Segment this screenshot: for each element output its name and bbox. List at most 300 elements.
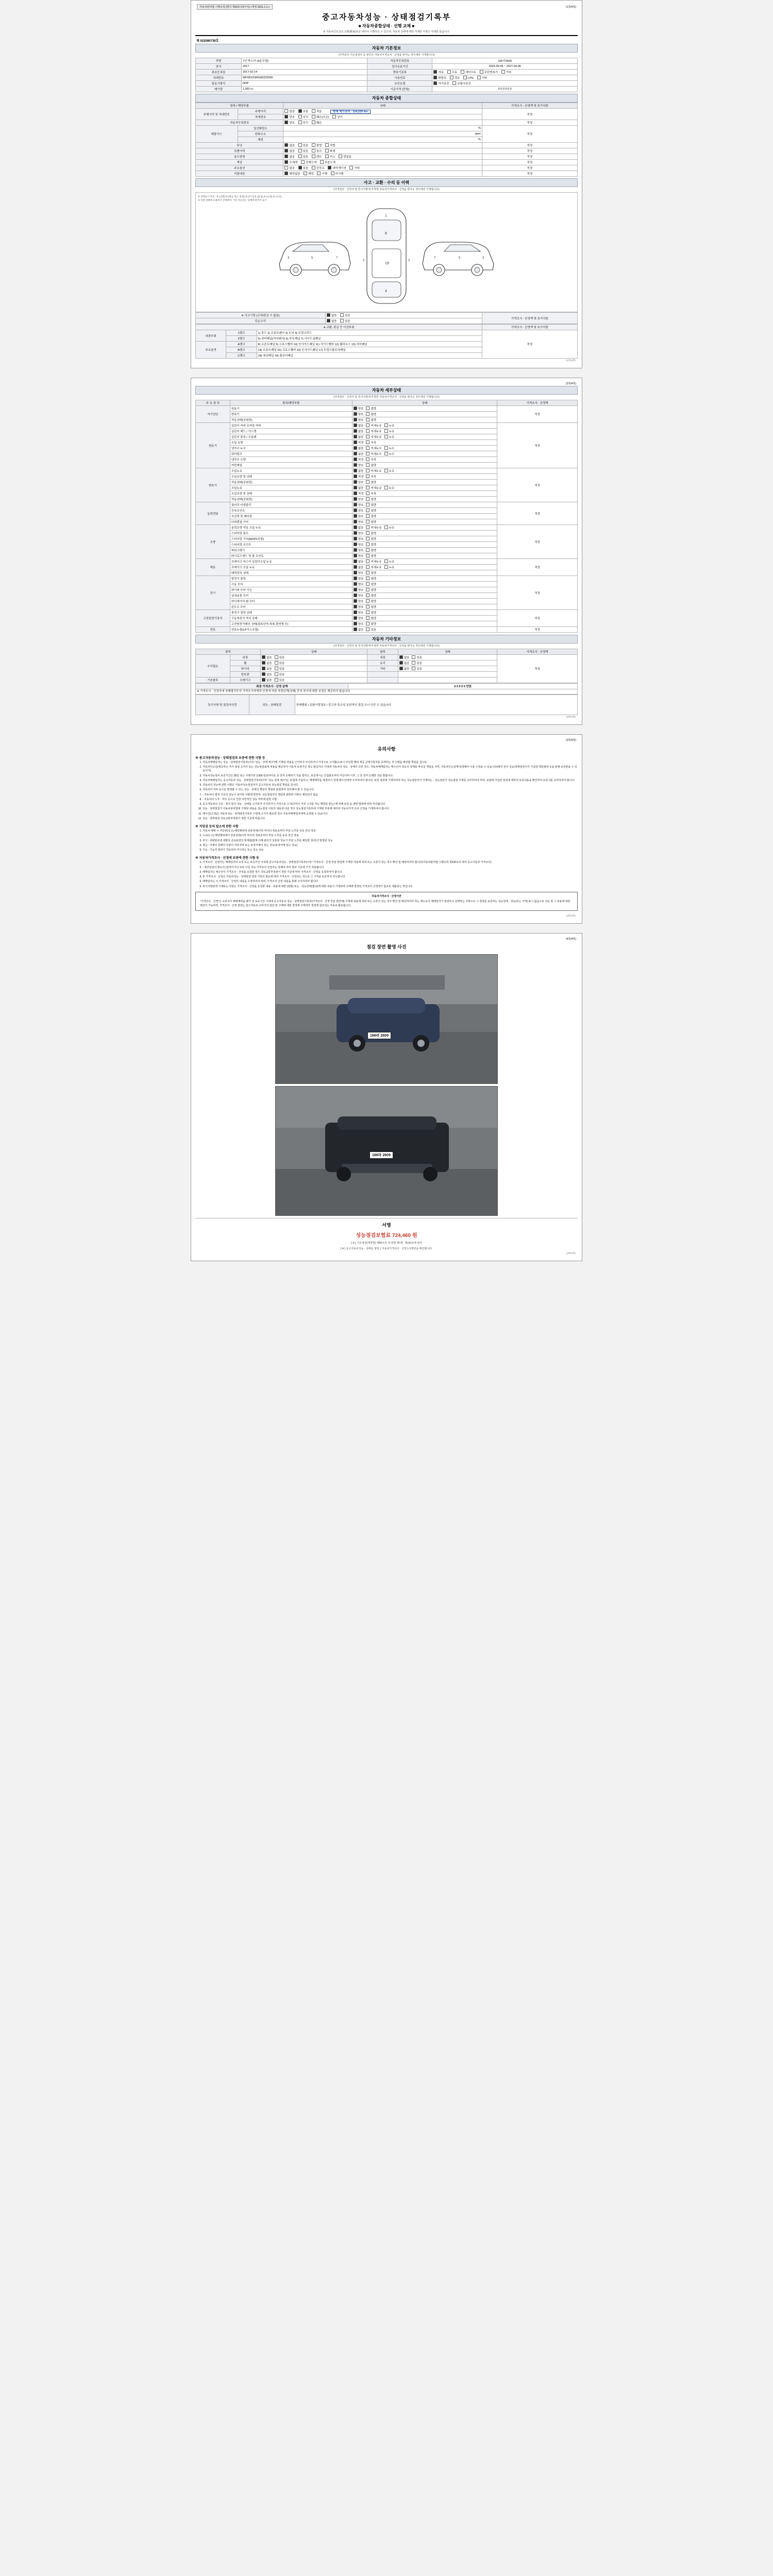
detail-opt[interactable]: 누유 [384, 435, 395, 439]
etc-opt2[interactable]: 있음 [412, 661, 422, 665]
detail-opt[interactable]: 불량 [366, 406, 376, 411]
overall-state-color [283, 160, 482, 165]
transmission-opt-cvt[interactable]: 무단변속기 [480, 70, 498, 74]
section-basic-title: 자동차 기본정보 [195, 44, 578, 53]
detail-opt[interactable]: 불량 [366, 594, 376, 598]
detail-item: 변속기 [230, 412, 352, 417]
etc-col-state: 상태 [260, 649, 367, 655]
detail-state [352, 536, 497, 542]
detail-opt[interactable]: 누수 [384, 452, 395, 456]
overall-state-history [283, 148, 482, 154]
license-plate-2: 166라 2609 [369, 1151, 393, 1159]
diagram-legend-2: ※ 차량 상태에 응용하기 간략하며, 기타 자동차는 상태에 맞추어 표시 [198, 199, 267, 201]
etc-opt2[interactable]: 없음 [399, 655, 410, 659]
detail-opt[interactable]: 누유 [384, 469, 395, 473]
detail-opt[interactable]: 양호 [354, 548, 364, 552]
detail-opt[interactable]: 양호 [354, 406, 364, 411]
section-overall-title: 자동차 종합상태 [195, 94, 578, 103]
detail-opt[interactable]: 불량 [366, 582, 376, 586]
detail-state [352, 491, 497, 497]
etc-item2 [367, 677, 398, 683]
fuel-opt-diesel[interactable]: 경유 [450, 76, 460, 80]
photo-1-svg [276, 955, 497, 1083]
etc-state2 [398, 655, 497, 660]
rank-c-parts: 18) 대쉬패널 19) 플로어패널 [257, 353, 482, 359]
etc-state [260, 660, 367, 666]
table-row [196, 64, 578, 70]
options-opt-none[interactable]: 없음 [284, 166, 295, 170]
detail-opt[interactable]: 적정 [354, 492, 364, 496]
detail-opt[interactable]: 누수 [384, 446, 395, 450]
total-table [195, 683, 578, 694]
detail-group-0: 자기진단 [196, 406, 230, 423]
detail-opt[interactable]: 불량 [366, 418, 376, 422]
accident-history-table [195, 312, 578, 324]
rank-c: C랭크 [226, 353, 257, 359]
overall-note-usage: 적정 [482, 154, 577, 160]
fuel-opt-gasoline[interactable]: 휘발유 [433, 76, 446, 80]
detail-item: 워터펌프 [230, 451, 352, 457]
detail-opt[interactable]: 양호 [354, 520, 364, 524]
table-row [196, 75, 578, 81]
etc-item: 브레이크 [230, 677, 260, 683]
detail-note: 적정 [497, 468, 578, 502]
detail-opt[interactable]: 불량 [366, 554, 376, 558]
color-opt-partial[interactable]: 부분도색 [320, 160, 335, 164]
history-opt-none[interactable]: 없음 [284, 149, 295, 153]
table-row [196, 627, 578, 633]
inspection-fee-label: 성능점검보험료 [356, 1233, 391, 1239]
etc-opt2[interactable]: 없음 [399, 667, 410, 671]
notice-item: 5. 기능 : 기능의 절차가 작동되지 아니하는 또는 있는 성능 [203, 849, 578, 852]
warranty-opt-insurer[interactable]: 보험사보증 [452, 81, 471, 86]
definition-box-text: "가격조사 · 산정"은 소비자가 매매계약을 맺기 전 보증기간 이내에 중고자동차 성능 · 상태점검기록부(가격조사 · 산정 부분 한란에) 기재에 내용에 허위 또는 오류가 있는 경우 확인 및 배상하여야 하는 제도로서 매매업자가 점검하고 선택하는 사항으로 그 결과를 보증하는 성능상태 · 성능(또는 가격) 표시 없음으로 성능 및 그 내용에 대한 배상이 가능하며, 가격조사 · 산정 결과는 참고자료로 소비자의 판단 및 구매에 대한 결정에 구매여부 결정에 참조되는 자료로 활용됩니다. [200, 900, 570, 907]
detail-group-5: 제동 [196, 559, 230, 576]
simple-repair-state [325, 318, 482, 324]
mileage-opt-normal[interactable]: 보통 [298, 109, 309, 113]
detail-item: 파워크랭크 [230, 548, 352, 553]
etc-state2 [398, 660, 497, 666]
overall-state-hc: ppm [283, 131, 482, 137]
diagram-legend-1: ※ 상태표시 부호 : ※ (교환) ※ (판금 또는 용접) ※ (부식) ※ (흠집) ※ (요철) ※ (손상) [198, 195, 282, 198]
document-title: 중고자동차성능 · 상태점검기록부 [322, 13, 451, 22]
detail-item: 스티어링 조인트 [230, 542, 352, 548]
etc-state2 [398, 677, 497, 683]
detail-opt[interactable]: 없음 [354, 565, 364, 569]
usage-opt-biz[interactable]: 영업용 [339, 155, 351, 159]
detail-item: 오일 유량 [230, 440, 352, 446]
detail-opt[interactable]: 양호 [354, 599, 364, 603]
detail-opt[interactable]: 미세누유 [366, 435, 381, 439]
detail-state [352, 553, 497, 559]
detail-opt[interactable]: 불량 [366, 412, 376, 416]
options-opt-yes[interactable]: 있음 [298, 166, 309, 170]
detail-opt[interactable]: 미세누유 [366, 423, 381, 428]
detail-item: 라디에이터 팬 모터 [230, 599, 352, 604]
recall-opt-na[interactable]: 해당없음 [284, 172, 300, 176]
detail-opt[interactable]: 없음 [354, 452, 364, 456]
detail-item: 작동상태(공회전) [230, 417, 352, 423]
plate-opt-ok[interactable]: 양호 [284, 121, 295, 125]
etc-col-item2: 항목 [367, 649, 398, 655]
accident-opt-none[interactable]: 없음 [327, 313, 337, 317]
detail-opt[interactable]: 양호 [354, 537, 364, 541]
detail-state [352, 610, 497, 616]
accident-opt-yes[interactable]: 있음 [340, 313, 350, 317]
table-row [196, 576, 578, 582]
detail-opt[interactable]: 양호 [354, 582, 364, 586]
overall-label-recall: 리콜대상 [196, 171, 283, 177]
detail-group-6: 전기 [196, 576, 230, 610]
plate-opt-rust[interactable]: 부식 [298, 121, 309, 125]
detail-opt[interactable]: 적정 [354, 440, 364, 445]
detail-opt[interactable]: 불량 [366, 616, 376, 620]
rank-1-parts: 1) 후드 2) 프론트팬더 3) 도어 4) 트렁크리드 [257, 330, 482, 336]
detail-item: 발전기 출력 [230, 576, 352, 582]
transmission-opt-semi[interactable]: 세미오토 [461, 70, 476, 74]
detail-opt[interactable]: 불량 [366, 605, 376, 609]
detail-note: 적정 [497, 559, 578, 576]
detail-group-1: 원동기 [196, 423, 230, 468]
accident-history-label: ※ 사고이력 (교차/판금 수 없음) [196, 313, 326, 318]
plate-opt-damage[interactable]: 훼손 [312, 121, 322, 125]
detail-opt[interactable]: 없음 [354, 628, 364, 632]
detail-opt[interactable]: 양호 [354, 588, 364, 592]
table-row [196, 126, 578, 131]
detail-opt[interactable]: 양호 [354, 577, 364, 581]
page-number-3: (3쪽/4쪽) [566, 738, 576, 742]
rank-b-parts: 14) 프론트패널 15) 크로스멤버 16) 인사이드패널 17) 트렁크플로어패널 [257, 347, 482, 353]
detail-item: 오일유량 및 상태 [230, 474, 352, 480]
table-row [196, 406, 578, 412]
detail-opt[interactable]: 양호 [354, 503, 364, 507]
transmission-opt-manual[interactable]: 수동 [447, 70, 458, 74]
tuning-opt-yes[interactable]: 있음 [298, 143, 309, 147]
basic-info-table [195, 58, 578, 92]
detail-item: 추진축 및 베어링 [230, 514, 352, 519]
detail-opt[interactable]: 불량 [366, 548, 376, 552]
detail-opt[interactable]: 누유 [384, 560, 395, 564]
table-row [196, 502, 578, 508]
detail-item: 실린더 블록 / 오일팬 [230, 434, 352, 440]
warranty-opt-self[interactable]: 자가보증 [433, 81, 449, 86]
etc-item: 외장 [230, 655, 260, 660]
detail-opt[interactable]: 없음 [354, 435, 364, 439]
label-transmission: 변속기종류 [367, 70, 432, 75]
value-reg-no: 166가2609 [432, 58, 578, 64]
detail-opt[interactable]: 불량 [366, 537, 376, 541]
detail-opt[interactable]: 없음 [354, 560, 364, 564]
notice-item: 3. 자동차성능검사 보증기간은 30일 또는 주행거리 2,000 킬로미터로 중 먼저 도래하기 것을 말하고, 보증개시는 간접물로부터 이당이며 이후, 그 중 먼저 도래한 것을 말합니다. [203, 774, 578, 778]
page-number-4: (4쪽/4쪽) [566, 938, 576, 941]
detail-opt[interactable]: 양호 [354, 412, 364, 416]
detail-opt[interactable]: 미세누유 [366, 560, 381, 564]
etc-opt2[interactable]: 있음 [412, 667, 422, 671]
etc-opt[interactable]: 없음 [262, 661, 272, 665]
overall-note-mileage: 적정 [482, 109, 577, 120]
overall-label-mileage: 주행거리 및 차대번호 [196, 109, 238, 120]
detail-state [352, 525, 497, 531]
usage-opt-none[interactable]: 없음 [284, 155, 295, 159]
detail-opt[interactable]: 누유 [384, 486, 395, 490]
options-opt-etc[interactable]: 기타 [349, 166, 360, 170]
notice-section-3: ※ 자동차가격조사 · 산정에 보증에 관한 사항 등 [195, 857, 259, 860]
detail-opt[interactable]: 부족 [366, 474, 376, 479]
overall-state-usage [283, 154, 482, 160]
table-row [196, 313, 578, 318]
photo-section-title: 점검 장면 촬영 사진 [366, 944, 407, 950]
recall-opt-done[interactable]: 이행 [317, 172, 327, 176]
options-opt-sunroof[interactable]: 선루프 [312, 166, 325, 170]
detail-opt[interactable]: 불량 [366, 503, 376, 507]
detail-opt[interactable]: 양호 [354, 622, 364, 626]
etc-opt[interactable]: 있음 [275, 678, 285, 682]
page-footer-2: (2쪽/4쪽) [566, 715, 576, 718]
usage-opt-yes[interactable]: 있음 [298, 155, 309, 159]
detail-opt[interactable]: 양호 [354, 594, 364, 598]
usage-opt-rent[interactable]: 렌트 [312, 155, 322, 159]
detail-state [352, 570, 497, 576]
detail-opt[interactable]: 누유 [384, 423, 395, 428]
detail-item: 클러치 어셈블리 [230, 502, 352, 508]
etc-opt[interactable]: 있음 [275, 655, 285, 659]
detail-opt[interactable]: 적정 [354, 457, 364, 462]
detail-opt[interactable]: 부족 [366, 492, 376, 496]
detail-state [352, 446, 497, 451]
fuel-opt-etc[interactable]: 기타 [477, 76, 488, 80]
detail-opt[interactable]: 미세누유 [366, 486, 381, 490]
etc-opt[interactable]: 있음 [275, 661, 285, 665]
value-first-reg: 2017-02-14 [241, 70, 367, 75]
page-footer-4: (4쪽/4쪽) [566, 1252, 576, 1255]
mileage-opt-high[interactable]: 많음 [284, 109, 295, 113]
table-row [196, 165, 578, 171]
detail-opt[interactable]: 양호 [354, 509, 364, 513]
overall-state-vin [283, 114, 482, 120]
value-fuel [432, 75, 578, 81]
detail-opt[interactable]: 불량 [366, 520, 376, 524]
table-row [196, 610, 578, 616]
etc-state2 [398, 672, 497, 677]
detail-opt[interactable]: 미세누유 [366, 565, 381, 569]
vin-opt-ok[interactable]: 양호 [284, 115, 295, 119]
recall-opt-yes[interactable]: 해당 [304, 172, 314, 176]
overall-state-smoke: % [283, 137, 482, 143]
etc-opt2[interactable]: 없음 [399, 661, 410, 665]
etc-opt[interactable]: 없음 [262, 655, 272, 659]
overall-state-options [283, 165, 482, 171]
options-opt-nav[interactable]: 내비게이션 [328, 166, 346, 170]
detail-opt[interactable]: 없음 [354, 446, 364, 450]
detail-state [352, 508, 497, 514]
detail-opt[interactable]: 불량 [366, 571, 376, 575]
svg-text:3: 3 [482, 257, 484, 260]
svg-text:1: 1 [385, 214, 387, 218]
tuning-opt-legal[interactable]: 적법 [325, 143, 335, 147]
vin-opt-damage[interactable]: 훼손(오손) [312, 115, 329, 119]
detail-opt[interactable]: 양호 [354, 543, 364, 547]
detail-opt[interactable]: 양호 [354, 571, 364, 575]
overall-label-plate: 자동차등록번호 [196, 120, 283, 126]
damage-diagram [195, 192, 578, 312]
detail-opt[interactable]: 불량 [366, 463, 376, 467]
detail-opt[interactable]: 불량 [366, 611, 376, 615]
detail-opt[interactable]: 있음 [366, 628, 376, 632]
label-reg-no: 자동차등록번호 [367, 58, 432, 64]
detail-opt[interactable]: 양호 [354, 480, 364, 484]
detail-opt[interactable]: 불량 [366, 531, 376, 535]
inspection-fee-value: 724,460 원 [392, 1233, 417, 1239]
inspection-fee [195, 1229, 578, 1240]
car-view-left [275, 228, 352, 284]
detail-opt[interactable]: 불량 [366, 599, 376, 603]
detail-opt[interactable]: 누유 [384, 526, 395, 530]
value-inspect-period: 2025-09-06 ~ 2027-09-05 [432, 64, 578, 70]
special-sub: 성능 · 상태점검 [249, 694, 295, 715]
notice-item: 3. 부식 : 차량번호에 대항의 금속표면의 현재화(화재 다해 관리가 상술된 성능가 부담 노후를 해당한 검사)가 발생된 성능 [203, 839, 578, 843]
svg-text:2: 2 [363, 259, 365, 262]
fuel-opt-lpg[interactable]: LPG [463, 76, 474, 80]
table-row [196, 120, 578, 126]
simple-repair-label: 단순수리 [196, 318, 326, 324]
detail-opt[interactable]: 누유 [384, 429, 395, 433]
notice-title: 유의사항 [377, 746, 396, 752]
detail-state [352, 531, 497, 536]
detail-state [352, 497, 497, 502]
title-block [195, 10, 578, 37]
transmission-opt-etc[interactable]: 기타 [501, 70, 512, 74]
document-number-label: 제 [196, 40, 199, 43]
detail-opt[interactable]: 불량 [366, 480, 376, 484]
etc-state2 [398, 666, 497, 672]
value-price: 0 0 0 0 0 0 [432, 87, 578, 92]
tuning-opt-illegal[interactable]: 불법 [312, 143, 322, 147]
etc-table-body [196, 655, 578, 683]
table-row [196, 468, 578, 474]
detail-note: 적정 [497, 502, 578, 525]
detail-opt[interactable]: 불량 [366, 588, 376, 592]
etc-opt[interactable]: 있음 [275, 672, 285, 676]
history-opt-fire[interactable]: 화재 [325, 149, 335, 153]
table-row [196, 154, 578, 160]
svg-text:2: 2 [408, 259, 410, 262]
etc-group-basic: 기본품목 [196, 677, 230, 683]
recall-opt-notdone[interactable]: 미이행 [331, 172, 344, 176]
detail-opt[interactable]: 부족 [366, 457, 376, 462]
detail-opt[interactable]: 미세누수 [366, 446, 381, 450]
detail-state [352, 434, 497, 440]
detail-opt[interactable]: 없음 [354, 423, 364, 428]
notice-item: 2. - 계산단위의 말소의 (상태기기의 모두 이상 성능 가격조사 산정자는 당해야 하며 절차 기준에 근거 적용됩니다 [203, 866, 578, 870]
detail-opt[interactable]: 양호 [354, 531, 364, 535]
svg-text:19: 19 [385, 262, 389, 265]
rank-a-parts: 8) 프론트패널 9) 크로스멤버 10) 인사이드패널 11) 사이드멤버 12) 휠하우스 13) 리어패널 [257, 342, 482, 347]
overall-sub-smoke: 매연 [238, 137, 283, 143]
etc-opt[interactable]: 있음 [275, 667, 285, 671]
signature-title: 서명 [195, 1218, 578, 1229]
detail-opt[interactable]: 불량 [366, 622, 376, 626]
value-vin: WF0DXXWGHD222056 [241, 75, 367, 81]
detail-opt[interactable]: 양호 [354, 418, 364, 422]
detail-opt[interactable]: 불량 [366, 497, 376, 501]
document-number [196, 38, 578, 43]
etc-item2: 유리 [367, 660, 398, 666]
detail-opt[interactable]: 불량 [366, 543, 376, 547]
detail-opt[interactable]: 미세누수 [366, 452, 381, 456]
etc-opt2[interactable]: 있음 [412, 655, 422, 659]
section-detail-subtitle: (자격검사 · 산정자 및 특기사항에 부착한 자동차가격조사 · 산정을 받아도 경우에만 기재합니다) [333, 396, 440, 399]
label-vin: 차대번호 [196, 75, 242, 81]
detail-opt[interactable]: 없음 [354, 429, 364, 433]
detail-state [352, 463, 497, 468]
color-opt-original[interactable]: 무채색 [284, 160, 297, 164]
detail-opt[interactable]: 미세누유 [366, 526, 381, 530]
detail-opt[interactable]: 양호 [354, 497, 364, 501]
section-etc-subtitle: (자격검사 · 산정자 및 특기사항에 부착한 자동차가격조사 · 산정을 받아도 경우에만 기재합니다) [333, 645, 440, 648]
vin-opt-diff[interactable]: 상이 [332, 115, 343, 119]
definition-box [195, 892, 578, 911]
detail-item: 등속조인트 [230, 508, 352, 514]
detail-state [352, 429, 497, 434]
svg-text:7: 7 [434, 257, 436, 260]
detail-opt[interactable]: 불량 [366, 509, 376, 513]
detail-opt[interactable]: 미세누유 [366, 429, 381, 433]
etc-opt[interactable]: 없음 [262, 667, 272, 671]
etc-item: 휠 [230, 660, 260, 666]
history-opt-yes[interactable]: 있음 [298, 149, 309, 153]
detail-opt[interactable]: 양호 [354, 611, 364, 615]
detail-opt[interactable]: 양호 [354, 463, 364, 467]
detail-opt[interactable]: 누유 [384, 565, 395, 569]
label-year: 연식 [196, 64, 242, 70]
repair-opt-yes[interactable]: 있음 [340, 319, 350, 323]
repair-opt-none[interactable]: 없음 [327, 319, 337, 323]
detail-opt[interactable]: 적정 [354, 474, 364, 479]
notice-item: 5. 자동차의 성능에 관한 사항은 자동차성능점검자가 중고자동차 성능점검 책임을 집니다. [203, 784, 578, 787]
detail-opt[interactable]: 없음 [354, 526, 364, 530]
detail-state [352, 519, 497, 525]
detail-opt[interactable]: 없음 [354, 486, 364, 490]
detail-opt[interactable]: 부족 [366, 440, 376, 445]
etc-opt[interactable]: 없음 [262, 678, 272, 682]
detail-opt[interactable]: 양호 [354, 554, 364, 558]
overall-note-color: 적정 [482, 160, 577, 165]
detail-opt[interactable]: 없음 [354, 469, 364, 473]
history-opt-flood[interactable]: 침수 [312, 149, 322, 153]
detail-state [352, 417, 497, 423]
table-row [196, 655, 578, 660]
car-view-right [421, 228, 498, 284]
mileage-opt-low[interactable]: 적음 [312, 109, 322, 113]
color-opt-full[interactable]: 전체도색 [301, 160, 316, 164]
sheet-3 [191, 734, 582, 924]
inspection-photo-2 [275, 1086, 498, 1216]
usage-opt-lease[interactable]: 리스 [325, 155, 335, 159]
detail-state [352, 406, 497, 412]
detail-opt[interactable]: 양호 [354, 605, 364, 609]
detail-opt[interactable]: 양호 [354, 514, 364, 518]
section-accident-title: 사고 · 교환 · 수리 등 이력 [195, 178, 578, 187]
detail-opt[interactable]: 미세누유 [366, 469, 381, 473]
vin-opt-rust[interactable]: 부식 [298, 115, 309, 119]
detail-opt[interactable]: 불량 [366, 514, 376, 518]
detail-opt[interactable]: 양호 [354, 616, 364, 620]
tuning-opt-none[interactable]: 없음 [284, 143, 295, 147]
transmission-opt-auto[interactable]: 자동 [433, 70, 444, 74]
etc-opt[interactable]: 없음 [262, 672, 272, 676]
detail-opt[interactable]: 불량 [366, 577, 376, 581]
value-car-name: 7인 박스카 (4륜모델) [241, 58, 367, 64]
